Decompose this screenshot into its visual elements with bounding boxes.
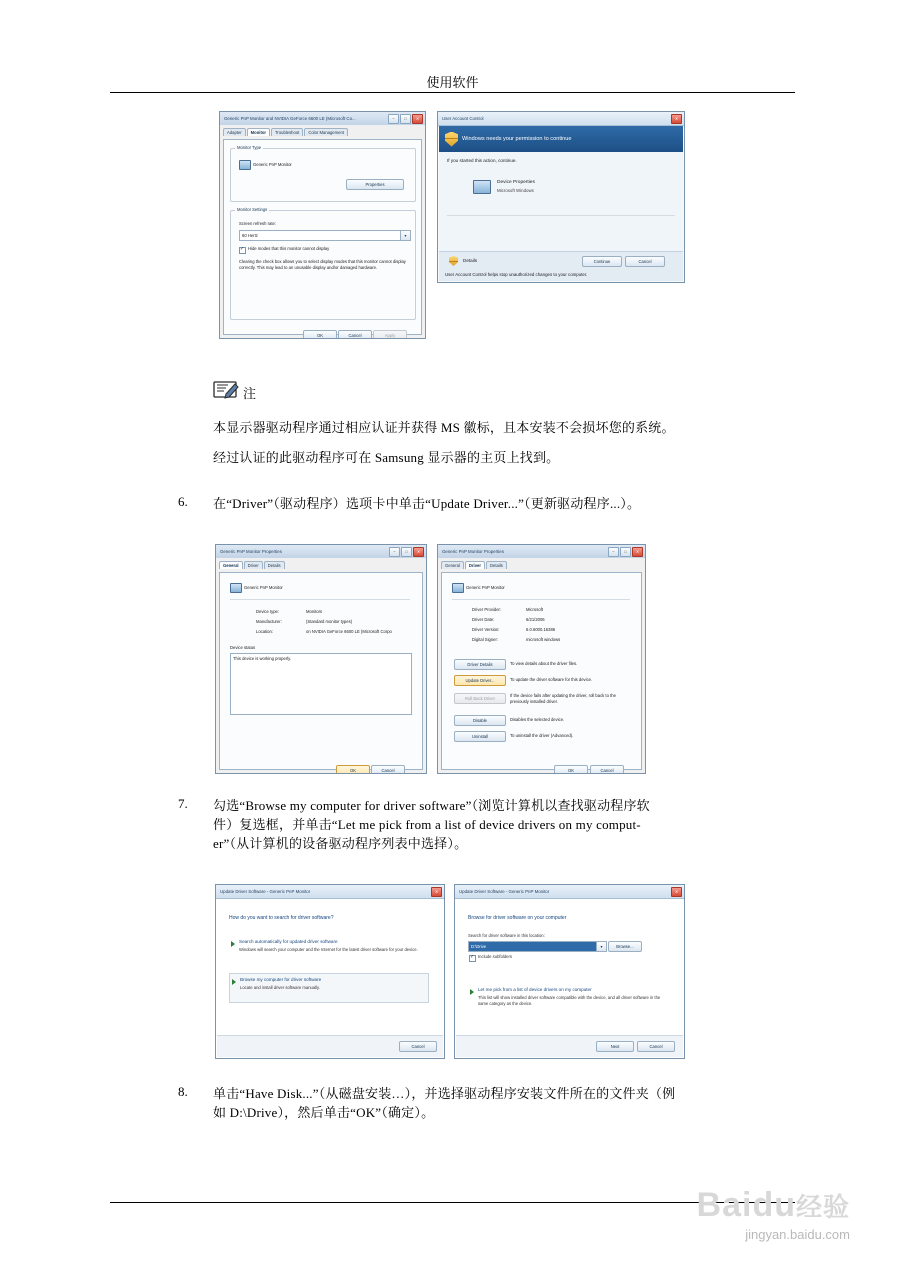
cancel-button[interactable]: Cancel [371, 765, 405, 774]
tab-details[interactable]: Details [486, 561, 507, 569]
uac-banner-text: Windows needs your permission to continue [462, 136, 572, 142]
window-title: Update Driver Software - Generic PnP Monitor [459, 889, 550, 894]
include-subfolders-label: Include subfolders [478, 954, 512, 959]
window-generic-pnp-general [215, 544, 427, 774]
tab-general[interactable]: General [219, 561, 243, 569]
uac-footer [439, 251, 683, 281]
option-browse-box[interactable] [229, 973, 429, 1003]
path-value: D:\Drive [471, 944, 487, 949]
header-divider [110, 92, 795, 93]
row-val-digital-signer: microsoft windows [526, 637, 561, 642]
note-label: 注 [243, 386, 257, 401]
uninstall-button[interactable]: Uninstall [454, 731, 506, 742]
step-6-text: 在“Driver”（驱动程序）选项卡中单击“Update Driver...”（更新驱动程序...）。 [213, 496, 641, 511]
device-icon [473, 180, 491, 194]
disable-desc: Disables the selected device. [510, 717, 565, 722]
close-icon[interactable]: ✕ [412, 114, 423, 124]
watermark-url: jingyan.baidu.com [745, 1227, 850, 1242]
driver-details-button[interactable]: Driver Details [454, 659, 506, 670]
page-header: 使用软件 [426, 75, 479, 90]
details-label[interactable]: Details [463, 258, 478, 263]
watermark-brand-cn: 经验 [795, 1192, 850, 1222]
bullet-arrow-icon [232, 979, 236, 985]
refresh-rate-select[interactable] [239, 230, 411, 241]
wizard-footer [456, 1035, 683, 1057]
hide-modes-description: Clearing the check box allows you to select display modes that this monitor cannot display correctly. This may lead to an unusable display and/or damaged hardware. [239, 259, 406, 270]
row-val-device-type: Monitors [306, 609, 323, 614]
cancel-button[interactable]: Cancel [399, 1041, 437, 1052]
properties-button[interactable]: Properties [346, 179, 404, 190]
uac-footer-text: User Account Control helps stop unauthorized changes to your computer. [445, 272, 588, 277]
row-key-location: Location: [256, 629, 273, 634]
refresh-rate-label: Screen refresh rate: [239, 221, 277, 226]
option-search-auto-desc: Windows will search your computer and the Internet for the latest driver software for your device. [239, 947, 418, 952]
monitor-icon [230, 583, 242, 593]
window-buttons[interactable] [608, 547, 643, 557]
include-subfolders-checkbox[interactable] [469, 955, 476, 962]
monitor-icon [452, 583, 464, 593]
bullet-arrow-icon [231, 941, 235, 947]
cancel-button[interactable]: Cancel [338, 330, 372, 339]
wizard-heading: How do you want to search for driver software? [229, 915, 334, 921]
row-key-device-type: Device type: [256, 609, 280, 614]
device-status-box [230, 653, 412, 715]
hide-modes-checkbox[interactable] [239, 247, 246, 254]
note-line-2: 经过认证的此驱动程序可在 Samsung 显示器的主页上找到。 [213, 450, 560, 465]
row-val-driver-version: 6.0.6000.16386 [526, 627, 556, 632]
device-status-label: Device status [230, 645, 256, 650]
row-key-digital-signer: Digital Signer: [472, 637, 499, 642]
step-8-line-2: 如 D:\Drive），然后单击“OK”（确定）。 [213, 1105, 435, 1120]
close-icon[interactable]: ✕ [632, 547, 643, 557]
note-icon [213, 380, 239, 400]
cancel-button[interactable]: Cancel [637, 1041, 675, 1052]
figure-general-tab [215, 544, 425, 772]
wizard-footer [217, 1035, 443, 1057]
window-update-driver-right [454, 884, 685, 1059]
window-title: Generic PnP Monitor Properties [220, 549, 282, 554]
tab-color-management[interactable]: Color Management [304, 128, 348, 136]
step-8-line-1: 单击“Have Disk...”（从磁盘安装…），并选择驱动程序安装文件所在的文件夹（例 [213, 1086, 676, 1101]
tab-monitor[interactable]: Monitor [247, 128, 270, 136]
roll-back-driver-desc: If the device fails after updating the driver, roll back to the previously installed driver. [510, 693, 616, 704]
chevron-down-icon[interactable]: ▾ [400, 231, 410, 240]
titlebar [216, 545, 426, 559]
device-name: Generic PnP Monitor [466, 585, 505, 590]
search-location-label: Search for driver software in this location: [468, 933, 545, 938]
continue-button[interactable]: Continue [582, 256, 622, 267]
window-title: Generic PnP Monitor Properties [442, 549, 504, 554]
ok-button[interactable]: OK [554, 765, 588, 774]
step-8-number: 8. [178, 1084, 188, 1099]
tab-panel-driver [441, 572, 642, 773]
hide-modes-label: Hide modes that this monitor cannot display [248, 246, 330, 251]
ok-button[interactable]: OK [303, 330, 337, 339]
uninstall-desc: To uninstall the driver (Advanced). [510, 733, 574, 738]
divider [230, 599, 410, 600]
tab-driver[interactable]: Driver [465, 561, 485, 569]
window-buttons[interactable] [388, 114, 423, 124]
chevron-down-icon[interactable]: ▾ [596, 942, 606, 951]
ok-button[interactable]: OK [336, 765, 370, 774]
row-val-manufacturer: (Standard monitor types) [306, 619, 353, 624]
uac-body [439, 152, 683, 252]
uac-banner [439, 126, 683, 152]
refresh-rate-value: 60 Hertz [242, 233, 258, 238]
divider [452, 599, 630, 600]
minimize-icon[interactable]: − [388, 114, 399, 124]
update-driver-button[interactable]: Update Driver... [454, 675, 506, 686]
tab-adapter[interactable]: Adapter [223, 128, 246, 136]
bullet-arrow-icon [470, 989, 474, 995]
window-title: User Account Control [442, 116, 484, 121]
cancel-button[interactable]: Cancel [590, 765, 624, 774]
step-7-line-3: er”（从计算机的设备驱动程序列表中选择）。 [213, 836, 468, 851]
minimize-icon[interactable]: − [608, 547, 619, 557]
group-label-monitor-settings: Monitor Settings [237, 207, 268, 212]
window-buttons[interactable] [389, 547, 424, 557]
window-generic-pnp-driver [437, 544, 646, 774]
row-key-manufacturer: Manufacturer: [256, 619, 282, 624]
driver-details-desc: To view details about the driver files. [510, 661, 578, 666]
uac-item-title: Device Properties [497, 180, 535, 185]
maximize-icon[interactable]: □ [400, 114, 411, 124]
row-key-driver-version: Driver Version: [472, 627, 500, 632]
browse-button[interactable]: Browse... [608, 941, 642, 952]
uac-cancel-button[interactable]: Cancel [625, 256, 665, 267]
titlebar [438, 112, 684, 126]
apply-button[interactable]: Apply [373, 330, 407, 339]
figure-driver-tab [437, 544, 644, 772]
footer-divider [110, 1202, 795, 1203]
step-7-number: 7. [178, 796, 188, 811]
row-val-driver-provider: Microsoft [526, 607, 543, 612]
maximize-icon[interactable]: □ [620, 547, 631, 557]
step-6-number: 6. [178, 494, 188, 509]
figure-user-account-control [437, 111, 683, 281]
path-combobox[interactable] [468, 941, 607, 952]
disable-button[interactable]: Disable [454, 715, 506, 726]
next-button[interactable]: Next [596, 1041, 634, 1052]
watermark [697, 1186, 850, 1242]
tabstrip[interactable] [220, 125, 425, 136]
minimize-icon[interactable]: − [389, 547, 400, 557]
roll-back-driver-button[interactable]: Roll Back Driver [454, 693, 506, 704]
titlebar [216, 885, 444, 899]
pick-from-list-title[interactable]: Let me pick from a list of device drivers on my computer [478, 987, 592, 992]
tab-driver[interactable]: Driver [244, 561, 263, 569]
row-val-driver-date: 6/21/2006 [526, 617, 545, 622]
group-label-monitor-type: Monitor Type [237, 145, 262, 150]
row-key-driver-date: Driver Date: [472, 617, 495, 622]
note-line-1: 本显示器驱动程序通过相应认证并获得 MS 徽标，且本安装不会损坏您的系统。 [213, 420, 675, 435]
wizard-heading: Browse for driver software on your computer [468, 915, 567, 921]
window-body [220, 125, 425, 338]
wizard-body [456, 899, 683, 1036]
titlebar [455, 885, 684, 899]
monitor-type-value: Generic PnP Monitor [253, 162, 292, 167]
uac-item-subtitle: Microsoft Windows [497, 188, 534, 193]
window-title: Generic PnP Monitor and NVIDIA GeForce 6600 LE (Microsoft Co... [224, 116, 356, 121]
figure-update-driver-search [215, 884, 443, 1057]
close-icon[interactable]: ✕ [671, 114, 682, 124]
tabstrip[interactable] [438, 558, 645, 569]
group-monitor-settings [230, 207, 416, 320]
option-search-auto-title[interactable]: Search automatically for updated driver software [239, 939, 338, 944]
pick-from-list-desc: This list will show installed driver software compatible with the device, and all driver software in the same category as the device. [478, 995, 661, 1006]
figure-monitor-properties [219, 111, 424, 337]
row-key-driver-provider: Driver Provider: [472, 607, 502, 612]
close-icon[interactable]: ✕ [413, 547, 424, 557]
option-browse-title[interactable]: Browse my computer for driver software [240, 977, 322, 982]
watermark-brand-text: Baidu [696, 1186, 796, 1224]
update-driver-desc: To update the driver software for this device. [510, 677, 593, 682]
device-name: Generic PnP Monitor [244, 585, 283, 590]
maximize-icon[interactable]: □ [401, 547, 412, 557]
window-body [438, 558, 645, 773]
window-body [216, 558, 426, 773]
watermark-brand [697, 1186, 850, 1225]
divider [447, 215, 675, 216]
details-shield-icon [449, 256, 458, 266]
close-icon[interactable]: ✕ [431, 887, 442, 897]
tab-details[interactable]: Details [264, 561, 285, 569]
titlebar [220, 112, 425, 126]
tab-panel-general [219, 572, 423, 773]
window-title: Update Driver Software - Generic PnP Monitor [220, 889, 311, 894]
window-uac [437, 111, 685, 283]
row-val-location: on NVIDIA GeForce 6600 LE (Microsoft Corpo [306, 629, 392, 634]
tabstrip[interactable] [216, 558, 426, 569]
figure-browse-driver [454, 884, 683, 1057]
device-status-text: This device is working properly. [233, 656, 292, 661]
shield-icon [445, 132, 458, 147]
wizard-body [217, 899, 443, 1036]
tab-general[interactable]: General [441, 561, 464, 569]
step-7-line-2: 件）复选框，并单击“Let me pick from a list of device drivers on my comput- [213, 817, 641, 832]
window-monitor-properties [219, 111, 426, 339]
option-browse-desc: Locate and install driver software manually. [240, 985, 320, 990]
step-7-line-1: 勾选“Browse my computer for driver software”（浏览计算机以查找驱动程序软 [213, 798, 650, 813]
monitor-icon [239, 160, 251, 170]
tab-panel-monitor [223, 139, 422, 338]
tab-troubleshoot[interactable]: Troubleshoot [271, 128, 303, 136]
group-monitor-type [230, 145, 416, 202]
close-icon[interactable]: ✕ [671, 887, 682, 897]
titlebar [438, 545, 645, 559]
window-update-driver-left [215, 884, 445, 1059]
uac-subtext: If you started this action, continue. [447, 158, 517, 163]
